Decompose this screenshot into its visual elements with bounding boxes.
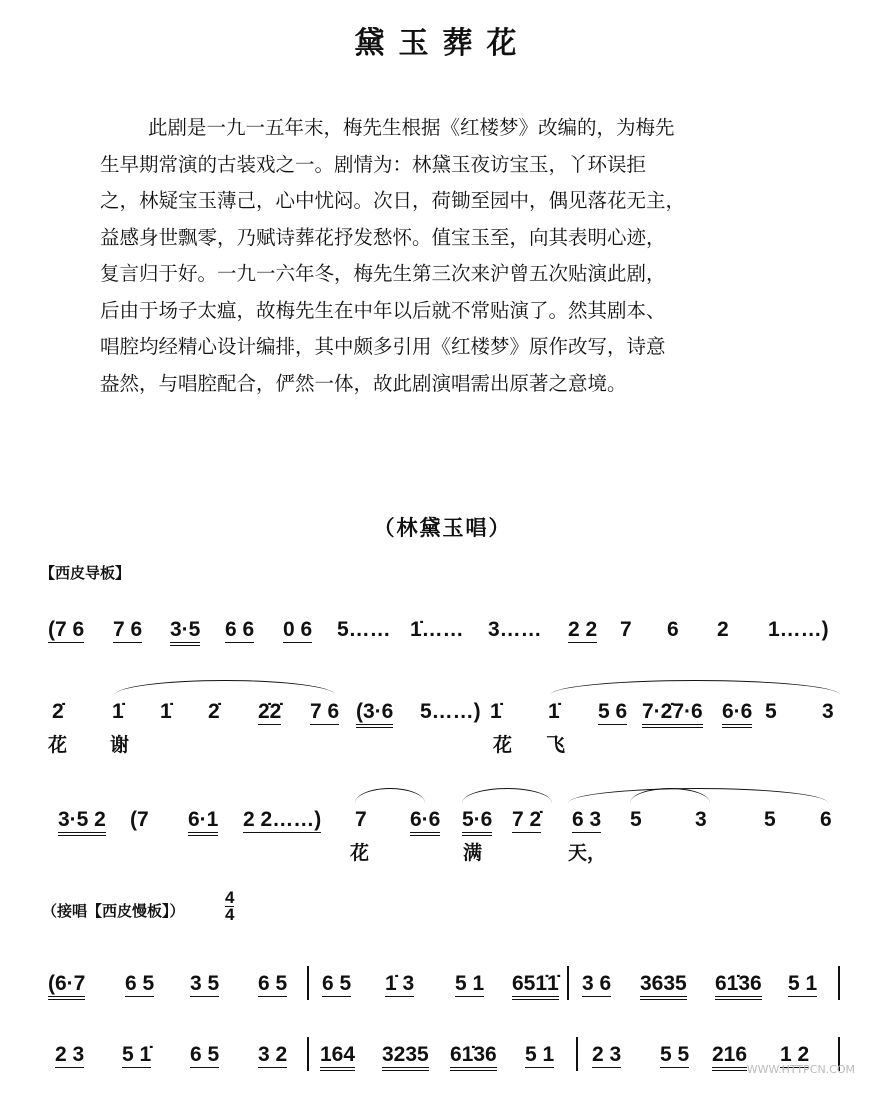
note-group: 6 6 [225,618,255,641]
note-group: 5 [765,700,777,723]
note-group: 2 2……) [243,808,322,831]
note-group: 7 2̇ [512,808,542,831]
bar-line [307,966,309,1000]
intro-line: 盎然，与唱腔配合，俨然一体，故此剧演唱需出原著之意境。 [100,371,627,395]
intro-line: 此剧是一九一五年末，梅先生根据《红楼梦》改编的，为梅先 [148,116,675,139]
note-group: 7 6 [113,618,143,641]
slur [115,680,335,695]
note-group: 6 3 [572,808,602,831]
note-group: 1……) [768,618,829,641]
note-group: 2 3 [55,1043,85,1066]
note-group: 3·5 [170,618,200,646]
note-group: 651̇1̇ [512,972,559,1000]
note-group: (7 6 [48,618,85,641]
note-group: 2 2 [568,618,598,641]
note-group: 5 1 [455,972,485,995]
note-group: 5 6 [598,700,628,723]
note-group: 1̇…… [410,618,464,641]
note-group: 5 1̇ [122,1043,152,1066]
intro-line: 唱腔均经精心设计编排，其中颇多引用《红楼梦》原作改写，诗意 [100,335,666,358]
note-group: 1̇ [112,700,124,723]
note-group: 3·5 2 [58,808,106,836]
note-group: 6·6 [722,700,752,728]
note-group: 7·2̇7·6 [642,700,703,728]
singer-label: （林黛玉唱） [373,515,512,540]
note-group: 5……) [420,700,481,723]
note-group: 5 1 [525,1043,555,1066]
lyric-char: 花 [48,734,68,756]
lyric-char: 花 [493,734,513,756]
note-group: (3·6 [356,700,393,728]
time-signature-top: 4 [225,888,235,907]
bar-line [567,966,569,1000]
slur [550,680,840,695]
bar-line [838,966,840,1000]
note-group: 1̇ [548,700,560,723]
note-group: 61̇36 [450,1043,497,1071]
time-signature-bottom: 4 [225,905,235,924]
note-group: 7 6 [310,700,340,723]
note-group: 0 6 [283,618,313,641]
intro-line: 复言归于好。一九一六年冬，梅先生第三次来沪曾五次贴演此剧， [100,262,666,285]
note-group: 6 [667,618,679,641]
note-group: 6 [820,808,832,831]
note-group: 3 5 [190,972,220,995]
slur [355,788,425,803]
note-group: 6·1 [188,808,218,836]
note-group: 2̇ [208,700,220,723]
song-title: 黛玉葬花 [354,26,531,61]
note-group: 5 [630,808,642,831]
intro-line: 生早期常演的古装戏之一。剧情为：林黛玉夜访宝玉，丫环误拒 [100,152,647,176]
note-group: 5 5 [660,1043,690,1066]
bar-line [576,1037,578,1071]
lyric-char: 谢 [110,734,130,756]
note-group: 3235 [382,1043,429,1071]
note-group: 3 6 [582,972,612,995]
note-group: 2 [717,618,729,641]
intro-line: 益感身世飘零，乃赋诗葬花抒发愁怀。值宝玉至，向其表明心迹， [100,225,666,249]
lyric-char: 天， [568,842,607,864]
time-signature [225,890,234,923]
section-label-daoban: 【西皮导板】 [40,564,131,582]
note-group: 7 [355,808,367,831]
note-group: 5 1 [788,972,818,995]
section-label-manban: （接唱【西皮慢板】） [42,902,185,920]
intro-line: 之，林疑宝玉薄己，心中忧闷。次日，荷锄至园中，偶见落花无主， [100,189,686,212]
note-group: 2̇ [52,700,64,723]
note-group: 2 3 [592,1043,622,1066]
note-group: 164 [320,1043,355,1071]
lyric-char: 满 [463,842,483,864]
note-group: 6 5 [322,972,352,995]
note-group: (7 [130,808,149,831]
lyric-char: 飞 [546,734,566,756]
note-group: 5 [764,808,776,831]
note-group: 3 [695,808,707,831]
note-group: 6 5 [125,972,155,995]
note-group: 6·6 [410,808,440,836]
intro-line: 后由于场子太瘟，故梅先生在中年以后就不常贴演了。然其剧本、 [100,298,666,322]
note-group: 3 2 [258,1043,288,1066]
note-group: 5…… [337,618,391,641]
watermark: WWW.HTTPCN.COM [746,1063,855,1076]
note-group: 1̇ 3 [385,972,415,995]
note-group: 3…… [488,618,542,641]
slur [462,788,552,803]
note-group: 1̇ [160,700,172,723]
note-group: 2̇2̇ [258,700,282,723]
note-group: (6·7 [48,972,85,1000]
note-group: 1̇ [490,700,502,723]
intro-paragraph [100,110,800,402]
note-group: 6 5 [190,1043,220,1066]
note-group: 61̇36 [715,972,762,1000]
lyric-char: 花 [350,842,370,864]
note-group: 3 [822,700,834,723]
note-group: 3635 [640,972,687,1000]
note-group: 7 [620,618,632,641]
note-group: 6 5 [258,972,288,995]
note-group: 1 2 [780,1043,810,1066]
bar-line [307,1037,309,1071]
note-group: 216 [712,1043,747,1071]
note-group: 5·6 [462,808,492,836]
